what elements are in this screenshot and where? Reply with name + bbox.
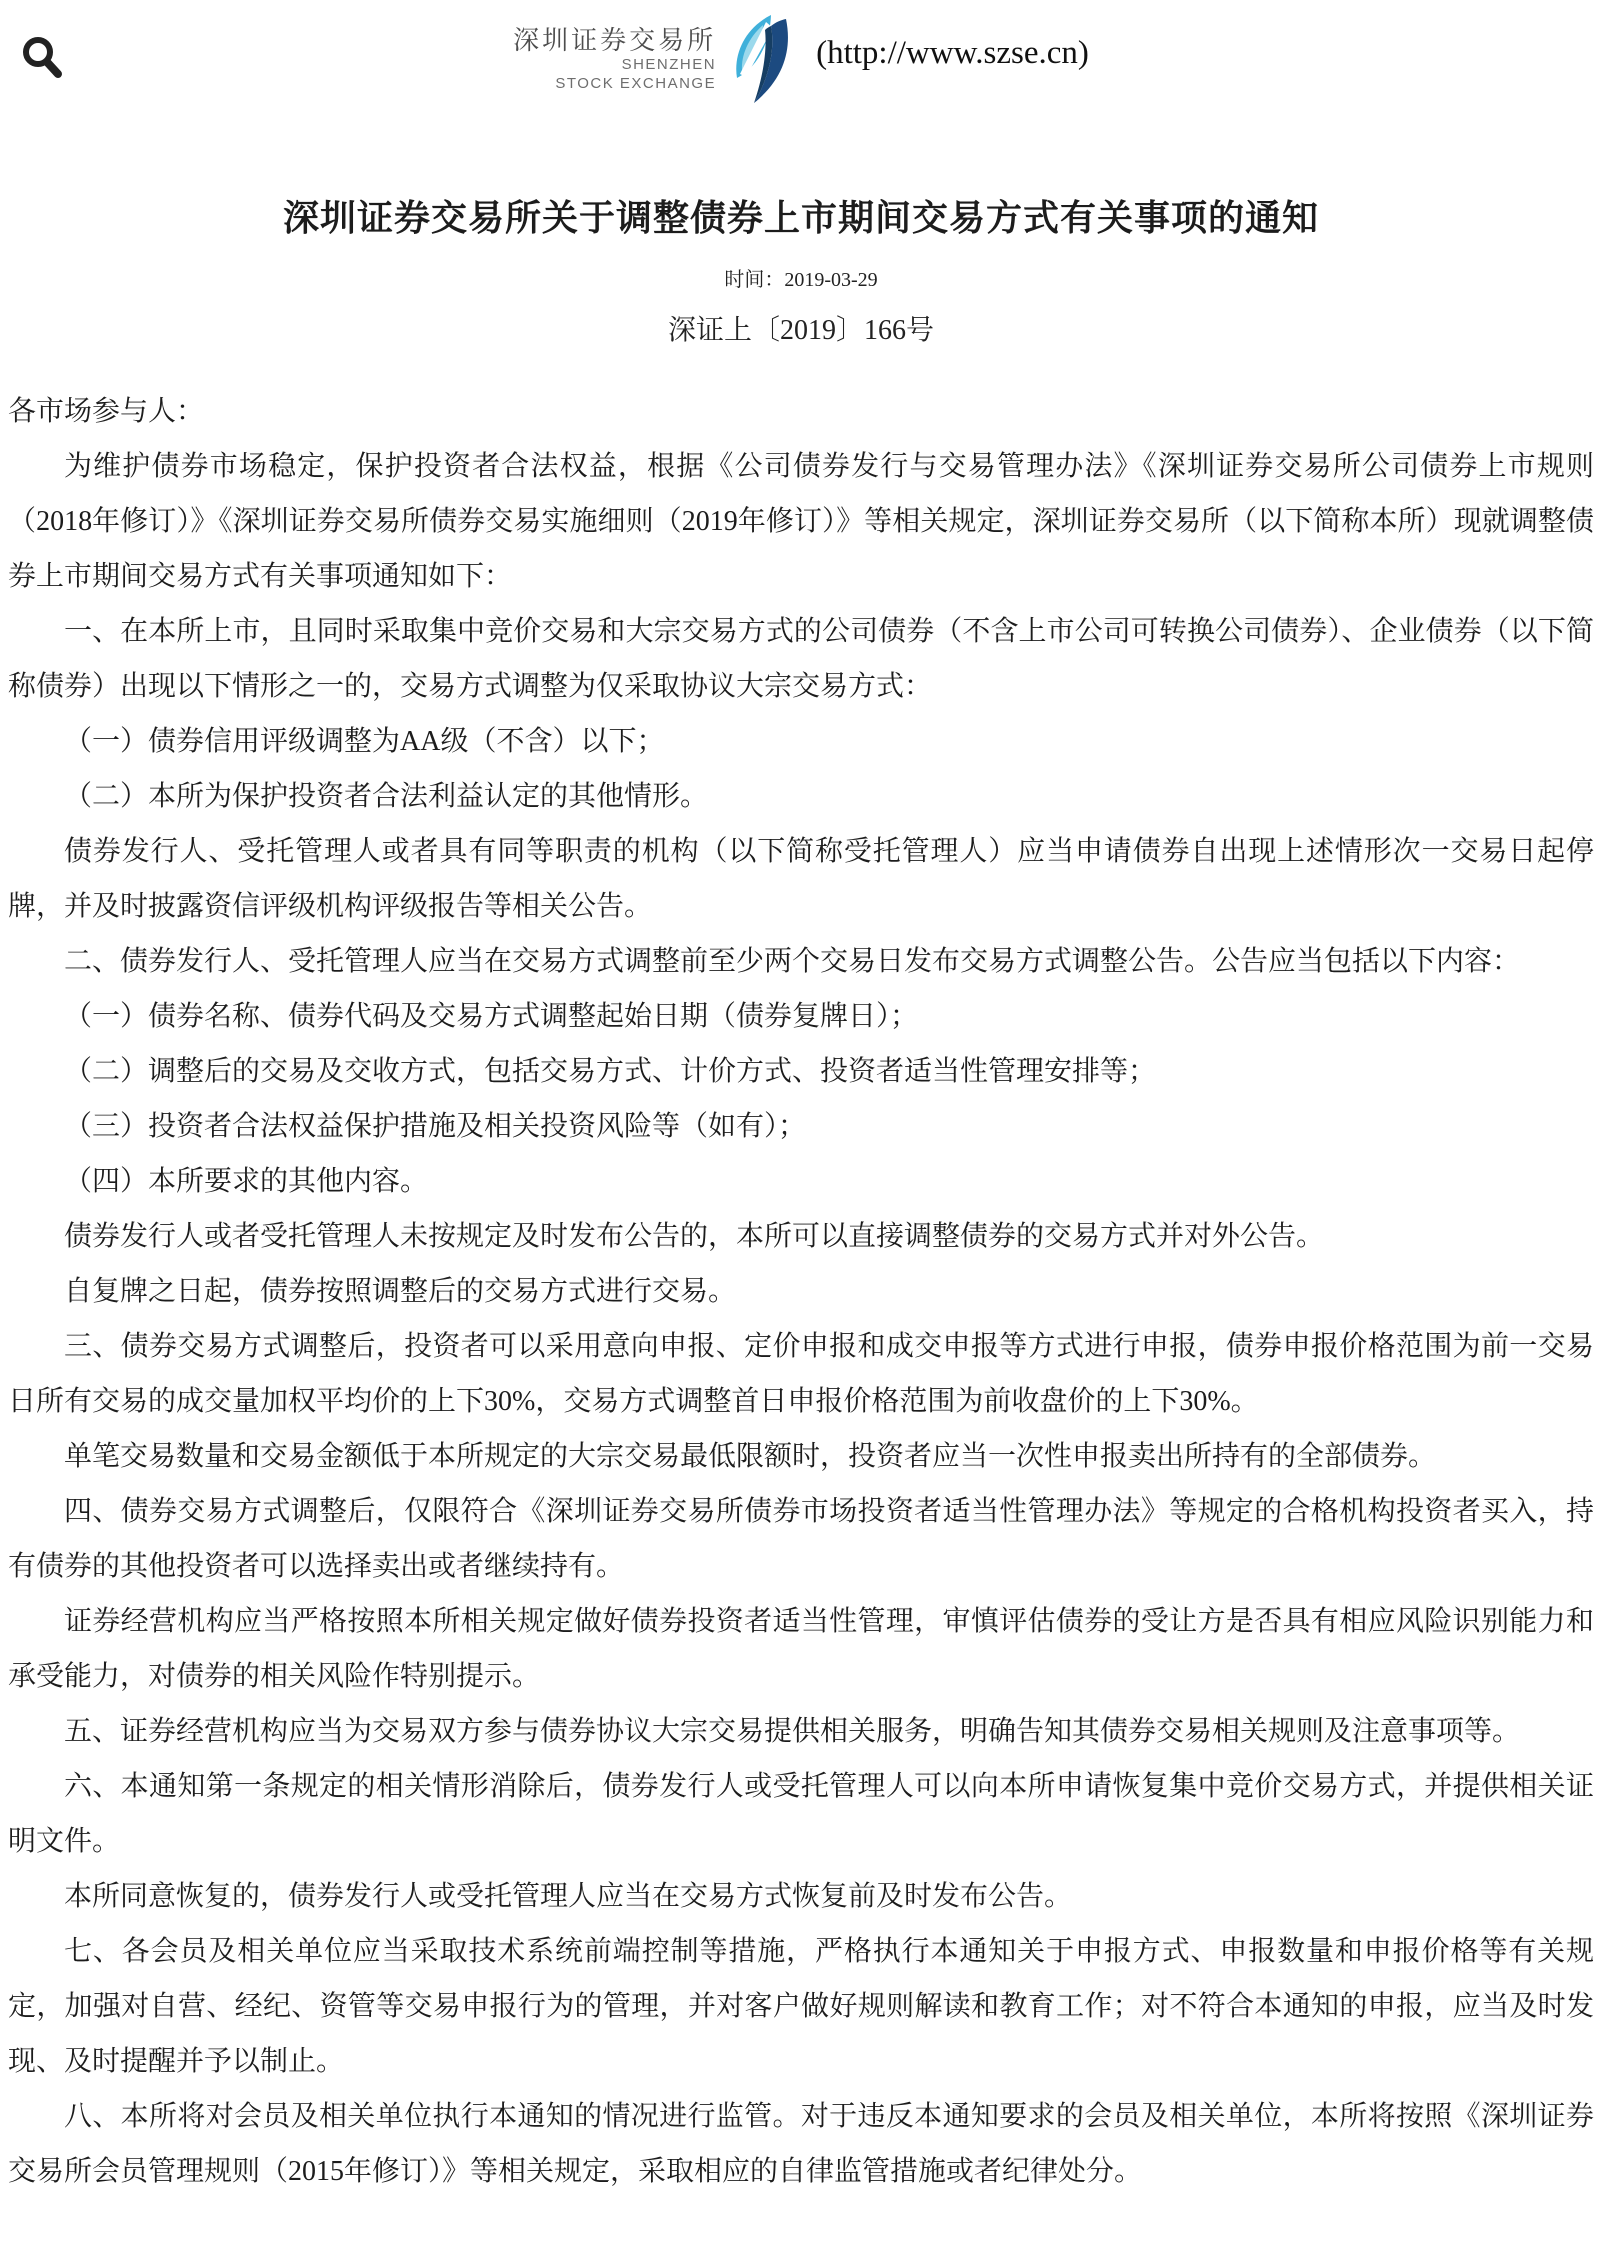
search-button[interactable] [20,32,68,80]
paragraph-section-2: 二、债券发行人、受托管理人应当在交易方式调整前至少两个交易日发布交易方式调整公告。公告应当包括以下内容： [64,946,1521,977]
paragraph-section-4: 四、债券交易方式调整后，仅限符合《深圳证券交易所债券市场投资者适当性管理办法》等规定的合格机构投资者买入，持有债券的其他投资者可以选择卖出或者继续持有。 [8,1496,1594,1582]
paragraph-section-2-item-1: （一）债券名称、债券代码及交易方式调整起始日期（债券复牌日）； [64,1001,919,1032]
paragraph-suitability-rule: 证券经营机构应当严格按照本所相关规定做好债券投资者适当性管理，审慎评估债券的受让方是否具有相应风险识别能力和承受能力，对债券的相关风险作特别提示。 [8,1606,1594,1692]
paragraph-resume-trading-rule: 自复牌之日起，债券按照调整后的交易方式进行交易。 [64,1276,737,1307]
paragraph-section-8: 八、本所将对会员及相关单位执行本通知的情况进行监管。对于违反本通知要求的会员及相关单位，本所将按照《深圳证券交易所会员管理规则（2015年修订）》等相关规定，采取相应的自律监管措施或者纪律处分。 [8,2101,1594,2187]
paragraph-section-6: 六、本通知第一条规定的相关情形消除后，债券发行人或受托管理人可以向本所申请恢复集中竞价交易方式，并提供相关证明文件。 [8,1771,1594,1857]
exchange-name-cn: 深圳证券交易所 [513,25,717,55]
paragraph-section-2-item-2: （二）调整后的交易及交收方式，包括交易方式、计价方式、投资者适当性管理安排等； [64,1056,1157,1087]
exchange-name-en-line2: STOCK EXCHANGE [555,75,717,92]
paragraph-min-lot-rule: 单笔交易数量和交易金额低于本所规定的大宗交易最低限额时，投资者应当一次性申报卖出所持有的全部债券。 [64,1441,1437,1472]
document-body [0,384,1602,2199]
paragraph-recovery-announcement: 本所同意恢复的，债券发行人或受托管理人应当在交易方式恢复前及时发布公告。 [64,1881,1073,1912]
document-number: 深证上〔2019〕166号 [667,315,934,346]
paragraph-preamble: 为维护债券市场稳定，保护投资者合法权益，根据《公司债券发行与交易管理办法》《深圳证券交易所公司债券上市规则（2018年修订）》《深圳证券交易所债券交易实施细则（2019年修订）》等相关规定，深圳证券交易所（以下简称本所）现就调整债券上市期间交易方式有关事项通知如下： [8,451,1594,592]
paragraph-section-1-item-1: （一）债券信用评级调整为AA级（不含）以下； [64,726,665,757]
paragraph-section-2-item-4: （四）本所要求的其他内容。 [64,1166,429,1197]
paragraph-suspension-rule: 债券发行人、受托管理人或者具有同等职责的机构（以下简称受托管理人）应当申请债券自出现上述情形次一交易日起停牌，并及时披露资信评级机构评级报告等相关公告。 [8,836,1594,922]
paragraph-announcement-rule: 债券发行人或者受托管理人未按规定及时发布公告的，本所可以直接调整债券的交易方式并对外公告。 [64,1221,1325,1252]
website-url: (http://www.szse.cn) [816,34,1089,71]
paragraph-section-7: 七、各会员及相关单位应当采取技术系统前端控制等措施，严格执行本通知关于申报方式、申报数量和申报价格等有关规定，加强对自营、经纪、资管等交易申报行为的管理，并对客户做好规则解读和教育工作；对不符合本通知的申报，应当及时发现、及时提醒并予以制止。 [8,1936,1594,2077]
exchange-logo-icon [730,14,794,104]
brand-group [0,12,1602,104]
page-title: 深圳证券交易所关于调整债券上市期间交易方式有关事项的通知 [282,198,1319,238]
exchange-logo-text [513,25,716,93]
salutation: 各市场参与人： [8,396,205,427]
paragraph-section-5: 五、证券经营机构应当为交易双方参与债券协议大宗交易提供相关服务，明确告知其债券交易相关规则及注意事项等。 [64,1716,1521,1747]
paragraph-section-2-item-3: （三）投资者合法权益保护措施及相关投资风险等（如有）； [64,1111,807,1142]
paragraph-section-1-item-2: （二）本所为保护投资者合法利益认定的其他情形。 [64,781,709,812]
paragraph-section-1: 一、在本所上市，且同时采取集中竞价交易和大宗交易方式的公司债券（不含上市公司可转换公司债券）、企业债券（以下简称债券）出现以下情形之一的，交易方式调整为仅采取协议大宗交易方式： [8,616,1594,702]
publish-time: 时间：2019-03-29 [724,269,878,291]
exchange-name-en-line1: SHENZHEN [621,56,717,73]
search-icon [20,32,68,80]
paragraph-section-3: 三、债券交易方式调整后，投资者可以采用意向申报、定价申报和成交申报等方式进行申报，债券申报价格范围为前一交易日所有交易的成交量加权平均价的上下30%，交易方式调整首日申报价格范围为前收盘价的上下30%。 [8,1331,1594,1417]
page-header [0,0,1602,112]
